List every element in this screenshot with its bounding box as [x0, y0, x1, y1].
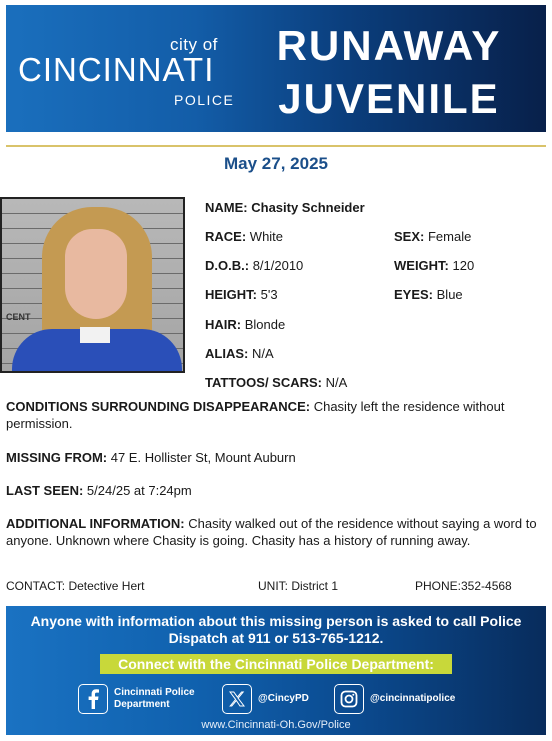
footer-message-line1: Anyone with information about this missing person is asked to call Police: [30, 613, 522, 629]
conditions-paragraph: [6, 398, 546, 432]
field-race: [205, 229, 283, 244]
facebook-label-line1: Cincinnati Police: [114, 687, 195, 698]
eyes-value: Blue: [436, 287, 463, 302]
last-seen-label: LAST SEEN:: [6, 483, 84, 498]
hair-label: HAIR:: [205, 317, 242, 332]
dob-label: D.O.B.:: [205, 258, 250, 273]
facebook-link[interactable]: [78, 682, 195, 716]
logo-cincinnati: CINCINNATI: [18, 51, 215, 88]
header-banner: [6, 5, 546, 132]
connect-banner: Connect with the Cincinnati Police Department:: [100, 654, 452, 674]
facebook-icon: [78, 684, 108, 714]
field-height: [205, 287, 278, 302]
facebook-label: [114, 687, 195, 711]
eyes-label: EYES:: [394, 287, 434, 302]
field-sex: [394, 229, 471, 244]
x-icon: [222, 684, 252, 714]
facebook-label-line2: Department: [114, 699, 170, 710]
alias-value: N/A: [251, 346, 274, 361]
race-label: RACE:: [205, 229, 247, 244]
title-juvenile: JUVENILE: [278, 75, 500, 122]
conditions-label: CONDITIONS SURROUNDING DISAPPEARANCE:: [6, 399, 311, 414]
footer-message-line2: Dispatch at 911 or 513-765-1212.: [168, 630, 384, 646]
hair-value: Blonde: [244, 317, 286, 332]
field-name: [205, 200, 365, 215]
field-eyes: [394, 287, 463, 302]
weight-label: WEIGHT:: [394, 258, 449, 273]
conditions-text: Chasity left the residence without permission.: [6, 399, 505, 431]
contact-unit: UNIT: District 1: [258, 579, 339, 593]
race-value: White: [249, 229, 284, 244]
photo-placard: CENT: [6, 312, 31, 322]
instagram-handle: @cincinnatipolice: [370, 693, 456, 704]
height-label: HEIGHT:: [205, 287, 257, 302]
dob-value: 8/1/2010: [252, 258, 304, 273]
weight-value: 120: [452, 258, 475, 273]
sex-label: SEX:: [394, 229, 425, 244]
missing-from-text: 47 E. Hollister St, Mount Auburn: [110, 450, 296, 465]
tattoos-label: TATTOOS/ SCARS:: [205, 375, 322, 390]
footer-banner: [6, 606, 546, 735]
website-url[interactable]: www.Cincinnati-Oh.Gov/Police: [201, 719, 351, 731]
contact-detective: CONTACT: Detective Hert: [6, 579, 145, 593]
last-seen-text: 5/24/25 at 7:24pm: [86, 483, 192, 498]
sex-value: Female: [427, 229, 472, 244]
field-tattoos: [205, 375, 347, 390]
field-dob: [205, 258, 303, 273]
instagram-link[interactable]: [334, 682, 455, 716]
tattoos-value: N/A: [325, 375, 348, 390]
x-handle: @CincyPD: [258, 693, 309, 704]
alias-label: ALIAS:: [205, 346, 249, 361]
missing-from-label: MISSING FROM:: [6, 450, 108, 465]
name-label: NAME:: [205, 200, 248, 215]
instagram-icon: [334, 684, 364, 714]
field-alias: [205, 346, 274, 361]
last-seen-paragraph: [6, 482, 546, 499]
photo-collar: [80, 327, 110, 343]
field-weight: [394, 258, 474, 273]
logo-police: POLICE: [174, 92, 235, 108]
missing-from-paragraph: [6, 449, 546, 466]
divider-line: [6, 145, 546, 147]
photo-face: [65, 229, 127, 319]
title-runaway: RUNAWAY: [276, 22, 502, 69]
bulletin-date: May 27, 2025: [224, 154, 328, 173]
additional-info-paragraph: [6, 515, 546, 549]
additional-text: Chasity walked out of the residence without saying a word to anyone. Unknown where Chasity is going. Chasity has a history of running away.: [6, 516, 537, 548]
additional-label: ADDITIONAL INFORMATION:: [6, 516, 185, 531]
field-hair: [205, 317, 285, 332]
footer-message: [6, 613, 546, 647]
suspect-photo: [0, 197, 185, 373]
contact-phone: PHONE:352-4568: [415, 579, 512, 593]
x-link[interactable]: [222, 682, 309, 716]
height-value: 5'3: [260, 287, 278, 302]
name-value: Chasity Schneider: [251, 200, 365, 215]
logo-city-of: city of: [170, 35, 218, 54]
